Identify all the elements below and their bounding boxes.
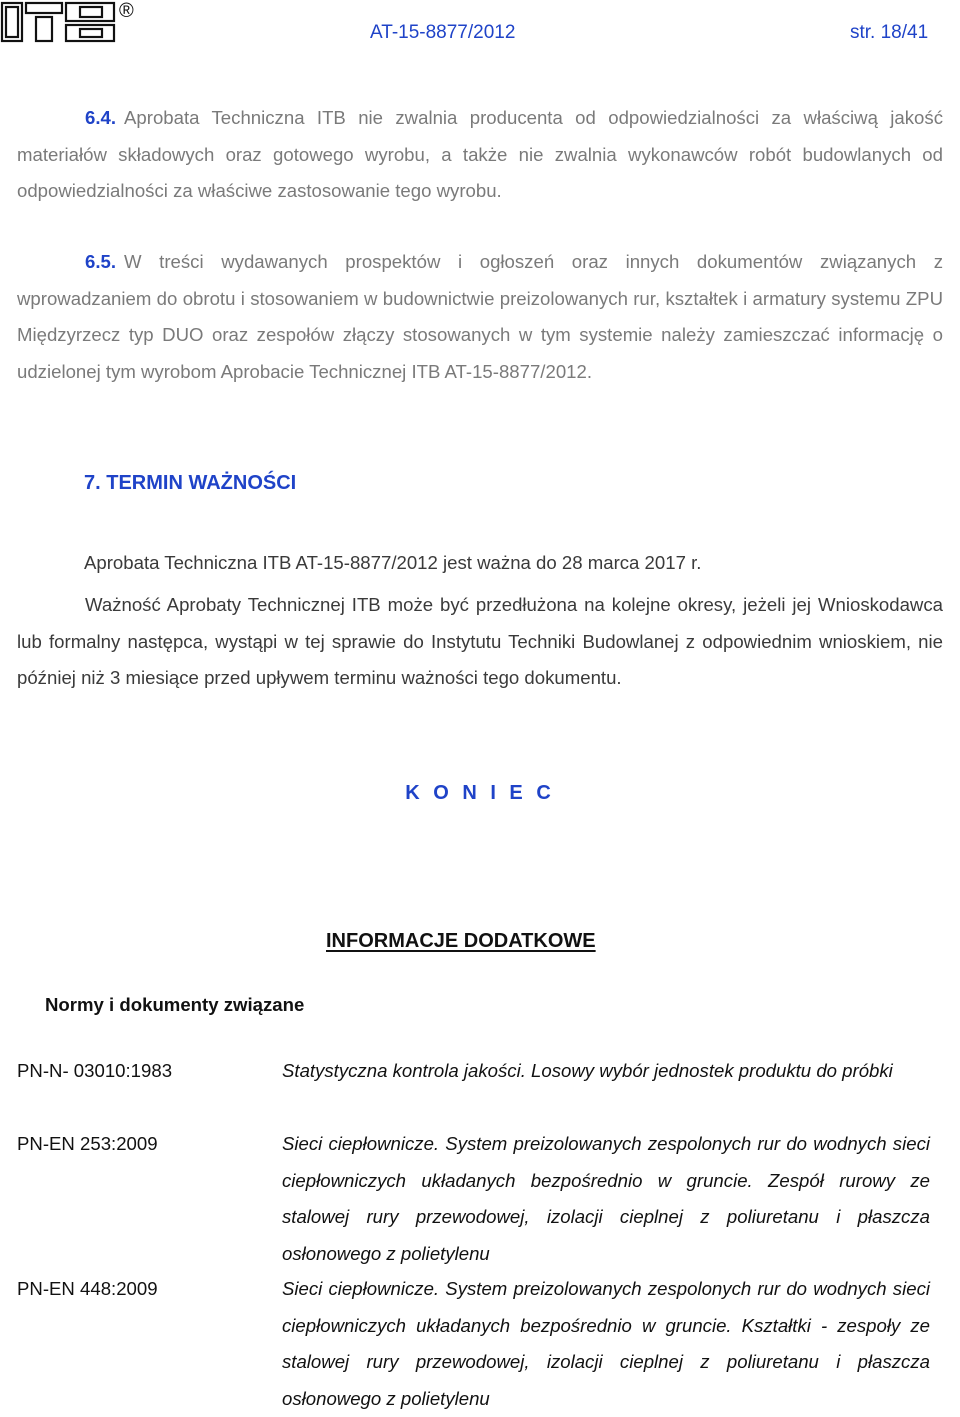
additional-info-heading: INFORMACJE DODATKOWE [326, 930, 596, 952]
extension-paragraph: Ważność Aprobaty Technicznej ITB może być przedłużona na kolejne okresy, jeżeli jej Wnioskodawca lub formalny następca, wystąpi w tej sprawie do Instytutu Techniki Budowlanej z odpowiednim wnioskiem, nie później niż 3 miesiące przed upływem terminu ważności tego dokumentu. [17, 594, 943, 688]
validity-statement: Aprobata Techniczna ITB AT-15-8877/2012 jest ważna do 28 marca 2017 r. [84, 552, 702, 573]
section-text: W treści wydawanych prospektów i ogłoszeń oraz innych dokumentów związanych z wprowadzaniem do obrotu i stosowaniem w budownictwie preizolowanych rur, kształtek i armatury systemu ZPU Międzyrzecz typ DUO oraz zespołów złączy stosowanych w tym systemie należy zamieszczać informację o udzielonej tym wyrobom Aprobacie Technicznej ITB AT-15-8877/2012. [17, 251, 943, 382]
itb-logo-icon [0, 0, 118, 44]
section-6-4 [17, 100, 943, 210]
standard-description: Sieci ciepłownicze. System preizolowanych zespolonych rur do wodnych sieci ciepłowniczych układanych bezpośrednio w gruncie. Zespół rurowy ze stalowej rury przewodowej, izolacji cieplnej z poliuretanu i płaszcza osłonowego z polietylenu [282, 1133, 930, 1264]
standard-code: PN-N- 03010:1983 [17, 1060, 173, 1081]
page-number: str. 18/41 [850, 22, 929, 43]
end-marker: K O N I E C [405, 782, 555, 804]
section-7-heading: 7. TERMIN WAŻNOŚCI [84, 472, 297, 494]
section-6-5 [17, 244, 943, 390]
standard-code: PN-EN 253:2009 [17, 1133, 158, 1154]
document-id: AT-15-8877/2012 [370, 22, 516, 43]
standard-code: PN-EN 448:2009 [17, 1278, 158, 1299]
section-text: Aprobata Techniczna ITB nie zwalnia producenta od odpowiedzialności za właściwą jakość materiałów składowych oraz gotowego wyrobu, a także nie zwalnia wykonawców robót budowlanych od odpowiedzialności za właściwe zastosowanie tego wyrobu. [17, 107, 943, 201]
standard-description: Statystyczna kontrola jakości. Losowy wybór jednostek produktu do próbki [282, 1060, 893, 1081]
section-number: 6.4. [85, 107, 117, 128]
registered-mark: ® [119, 0, 134, 22]
standard-description: Sieci ciepłownicze. System preizolowanych zespolonych rur do wodnych sieci ciepłowniczych układanych bezpośrednio w gruncie. Kształtki - zespoły ze stalowej rury przewodowej, izolacji cieplnej z poliuretanu i płaszcza osłonowego z polietylenu [282, 1278, 930, 1409]
norms-heading: Normy i dokumenty związane [45, 994, 305, 1015]
section-number: 6.5. [85, 251, 117, 272]
